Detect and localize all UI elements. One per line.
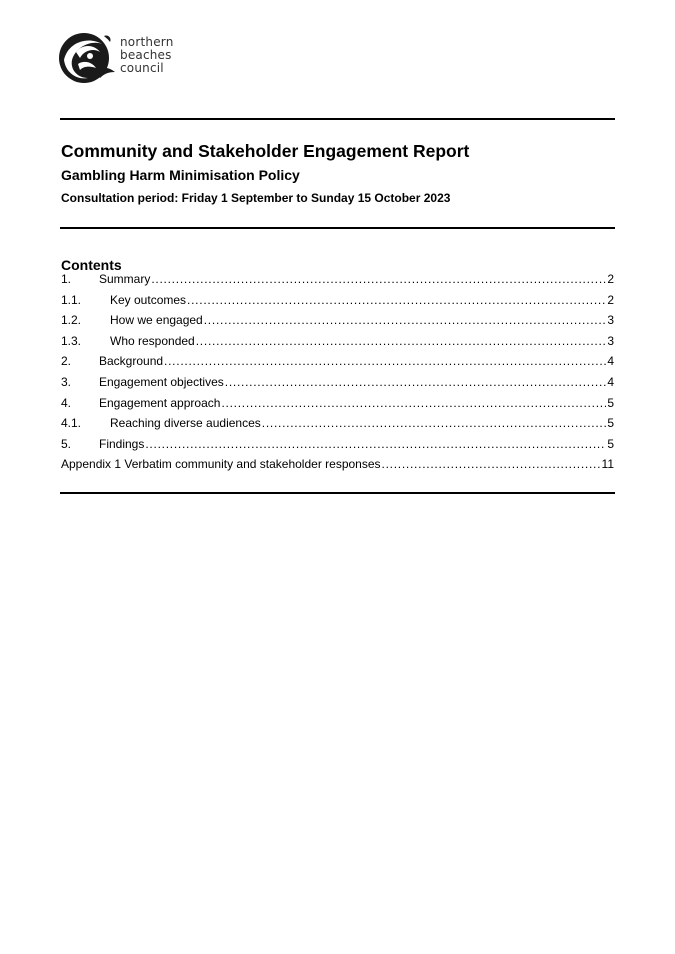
contents-heading: Contents [61, 257, 122, 273]
toc-page-number: 3 [607, 333, 614, 348]
toc-number: 1.3. [61, 333, 82, 348]
toc-page-number: 4 [607, 354, 614, 369]
toc-leader [151, 272, 606, 286]
toc-leader [204, 313, 607, 327]
toc-number: 5. [61, 436, 72, 451]
toc-page-number: 2 [607, 272, 614, 286]
report-subtitle: Gambling Harm Minimisation Policy [61, 167, 300, 183]
toc-label: Summary [99, 272, 151, 286]
toc-leader [382, 457, 601, 471]
toc-page-number: 5 [607, 395, 614, 410]
logo-line-2: beaches [120, 48, 172, 62]
toc-label: Findings [99, 436, 145, 451]
toc-page-number: 5 [607, 416, 614, 431]
toc-number: 1.2. [61, 313, 82, 328]
top-divider [60, 118, 615, 120]
consultation-period: Consultation period: Friday 1 September to Sunday 15 October 2023 [61, 191, 451, 205]
toc-number: 1.1. [61, 292, 82, 307]
toc-entry-engagement-approach[interactable] [61, 396, 614, 417]
report-title: Community and Stakeholder Engagement Report [61, 141, 470, 161]
toc-entry-summary[interactable] [61, 272, 614, 293]
toc-entry-reaching-diverse-audiences[interactable] [61, 416, 614, 437]
toc-number: 3. [61, 374, 72, 389]
toc-page-number: 4 [607, 374, 614, 389]
toc-page-number: 3 [607, 313, 614, 328]
toc-entry-engagement-objectives[interactable] [61, 375, 614, 396]
toc-leader [225, 375, 607, 389]
council-logo-icon [58, 30, 116, 86]
toc-label: How we engaged [110, 313, 203, 328]
toc-number: 4.1. [61, 416, 82, 431]
toc-leader [262, 416, 607, 430]
toc-label: Who responded [110, 333, 195, 348]
logo-line-3: council [120, 61, 164, 75]
logo-line-1: northern [120, 35, 174, 49]
toc-entry-how-we-engaged[interactable] [61, 313, 614, 334]
toc-number: 1. [61, 272, 72, 286]
toc-page-number: 11 [601, 457, 614, 472]
toc-page-number: 5 [607, 436, 614, 451]
contents-divider [60, 492, 615, 494]
toc-entry-appendix-1[interactable] [61, 457, 614, 478]
toc-label: Appendix 1 Verbatim community and stakeholder responses [61, 457, 381, 472]
toc-number: 4. [61, 395, 72, 410]
toc-entry-key-outcomes[interactable] [61, 293, 614, 314]
toc-leader [187, 293, 606, 307]
toc-entry-background[interactable] [61, 354, 614, 375]
toc-entry-who-responded[interactable] [61, 334, 614, 355]
toc-label: Reaching diverse audiences [110, 416, 261, 431]
toc-label: Engagement approach [99, 395, 221, 410]
toc-leader [145, 437, 606, 451]
toc-label: Key outcomes [110, 292, 187, 307]
council-logo-wordmark [120, 36, 174, 75]
toc-page-number: 2 [607, 292, 614, 307]
toc-leader [196, 334, 607, 348]
toc-leader [164, 354, 606, 368]
toc-entry-findings[interactable] [61, 437, 614, 458]
toc-label: Engagement objectives [99, 374, 224, 389]
table-of-contents [61, 272, 614, 478]
toc-leader [221, 396, 606, 410]
toc-label: Background [99, 354, 164, 369]
toc-number: 2. [61, 354, 72, 369]
header-divider [60, 227, 615, 229]
council-logo [58, 30, 188, 86]
